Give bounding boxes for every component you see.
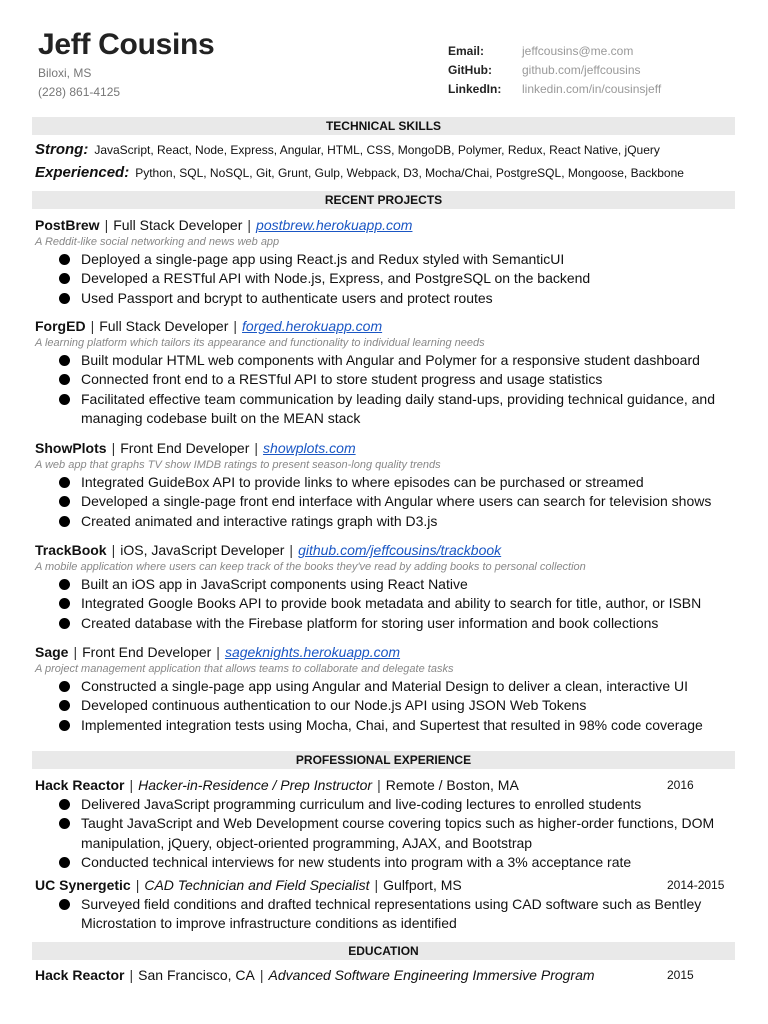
bullet-item: Used Passport and bcrypt to authenticate users and protect routes [57, 289, 740, 308]
bullet-item: Developed a single-page front end interface with Angular where users can search for television shows [57, 492, 740, 511]
project-role: iOS, JavaScript Developer [120, 542, 285, 558]
linkedin-link[interactable]: linkedin.com/in/cousinsjeff [522, 82, 662, 96]
project-bullets [57, 575, 740, 633]
bullet-item: Constructed a single-page app using Angular and Material Design to deliver a clean, interactive UI [57, 677, 740, 696]
project-role: Front End Developer [120, 440, 250, 456]
bullet-item: Taught JavaScript and Web Development course covering topics such as higher-order functions, DOM manipulation, jQuery, object-oriented programming, AJAX, and Bootstrap [57, 814, 740, 853]
project-name: ShowPlots [35, 440, 107, 456]
job-years: 2014-2015 [667, 878, 725, 892]
bullet-item: Delivered JavaScript programming curriculum and live-coding lectures to enrolled students [57, 795, 740, 814]
project-name: ForgED [35, 318, 86, 334]
skills-strong-list: JavaScript, React, Node, Express, Angular, HTML, CSS, MongoDB, Polymer, Redux, React Native, jQuery [94, 143, 660, 157]
project-description: A Reddit-like social networking and news web app [35, 236, 280, 248]
resume-header [38, 28, 738, 100]
job-location: Remote / Boston, MA [385, 777, 519, 793]
education-years: 2015 [667, 968, 694, 982]
education-title: Hack Reactor | San Francisco, CA | Advanced Software Engineering Immersive Program 2015 [35, 967, 694, 983]
project-link[interactable]: github.com/jeffcousins/trackbook [298, 542, 502, 558]
project-showplots [35, 439, 740, 531]
skills-experienced-list: Python, SQL, NoSQL, Git, Grunt, Gulp, Webpack, D3, Mocha/Chai, PostgreSQL, Mongoose, Backbone [135, 166, 684, 180]
project-title: TrackBook | iOS, JavaScript Developer | github.com/jeffcousins/trackbook [35, 542, 502, 558]
contact-label: GitHub: [448, 63, 492, 77]
skills-strong [35, 141, 660, 159]
education-program: Advanced Software Engineering Immersive Program [268, 967, 595, 983]
project-title: PostBrew | Full Stack Developer | postbrew.herokuapp.com [35, 217, 413, 233]
project-description: A mobile application where users can keep track of the books they've read by adding books to personal collection [35, 561, 586, 573]
bullet-item: Created animated and interactive ratings graph with D3.js [57, 512, 740, 531]
project-link[interactable]: sageknights.herokuapp.com [224, 644, 401, 660]
section-technical-skills: TECHNICAL SKILLS [32, 117, 735, 135]
project-link[interactable]: showplots.com [263, 440, 356, 456]
education-entry [35, 966, 740, 985]
skills-experienced-label: Experienced: [35, 164, 130, 181]
job-location: Gulfport, MS [383, 877, 462, 893]
bullet-item: Developed a RESTful API with Node.js, Express, and PostgreSQL on the backend [57, 269, 740, 288]
skills-experienced [35, 164, 684, 182]
candidate-phone: (228) 861-4125 [38, 85, 121, 99]
project-role: Front End Developer [82, 644, 212, 660]
skills-strong-label: Strong: [35, 141, 89, 158]
job-hack-reactor [35, 776, 740, 872]
project-title: Sage | Front End Developer | sageknights.herokuapp.com [35, 644, 401, 660]
project-description: A web app that graphs TV show IMDB ratings to present season-long quality trends [35, 459, 441, 471]
bullet-item: Connected front end to a RESTful API to store student progress and usage statistics [57, 370, 740, 389]
project-role: Full Stack Developer [113, 217, 243, 233]
project-postbrew [35, 216, 740, 308]
job-years: 2016 [667, 778, 694, 792]
email-link[interactable]: jeffcousins@me.com [522, 44, 634, 58]
bullet-item: Deployed a single-page app using React.js and Redux styled with SemanticUI [57, 250, 740, 269]
job-company: Hack Reactor [35, 777, 125, 793]
contact-email [448, 42, 661, 61]
project-name: TrackBook [35, 542, 107, 558]
job-role: Hacker-in-Residence / Prep Instructor [138, 777, 373, 793]
github-link[interactable]: github.com/jeffcousins [522, 63, 641, 77]
project-link[interactable]: postbrew.herokuapp.com [256, 217, 413, 233]
candidate-location: Biloxi, MS [38, 66, 92, 80]
bullet-item: Built an iOS app in JavaScript components using React Native [57, 575, 740, 594]
project-title: ForgED | Full Stack Developer | forged.herokuapp.com [35, 318, 383, 334]
bullet-item: Integrated Google Books API to provide book metadata and ability to search for title, author, or ISBN [57, 594, 740, 613]
job-company: UC Synergetic [35, 877, 131, 893]
job-bullets [57, 895, 740, 934]
project-description: A learning platform which tailors its appearance and functionality to individual learning needs [35, 337, 485, 349]
project-name: Sage [35, 644, 69, 660]
job-bullets [57, 795, 740, 872]
bullet-item: Integrated GuideBox API to provide links to where episodes can be purchased or streamed [57, 473, 740, 492]
section-recent-projects: RECENT PROJECTS [32, 191, 735, 209]
bullet-item: Surveyed field conditions and drafted technical representations using CAD software such as Bentley Microstation to improve infrastructure conditions as identified [57, 895, 740, 934]
education-school: Hack Reactor [35, 967, 125, 983]
job-title: UC Synergetic | CAD Technician and Field Specialist | Gulfport, MS 2014-2015 [35, 877, 725, 893]
job-title: Hack Reactor | Hacker-in-Residence / Prep Instructor | Remote / Boston, MA 2016 [35, 777, 694, 793]
project-bullets [57, 250, 740, 308]
project-trackbook [35, 541, 740, 633]
project-bullets [57, 351, 740, 428]
project-name: PostBrew [35, 217, 100, 233]
project-sage [35, 643, 740, 735]
project-link[interactable]: forged.herokuapp.com [242, 318, 383, 334]
job-role: CAD Technician and Field Specialist [144, 877, 370, 893]
bullet-item: Conducted technical interviews for new students into program with a 3% acceptance rate [57, 853, 740, 872]
contact-info [448, 42, 661, 99]
contact-linkedin [448, 80, 661, 99]
section-education: EDUCATION [32, 942, 735, 960]
job-uc-synergetic [35, 876, 740, 934]
project-description: A project management application that allows teams to collaborate and delegate tasks [35, 663, 454, 675]
contact-label: LinkedIn: [448, 82, 502, 96]
project-bullets [57, 473, 740, 531]
bullet-item: Developed continuous authentication to our Node.js API using JSON Web Tokens [57, 696, 740, 715]
education-location: San Francisco, CA [138, 967, 255, 983]
bullet-item: Implemented integration tests using Mocha, Chai, and Supertest that resulted in 98% code coverage [57, 716, 740, 735]
project-forged [35, 317, 740, 428]
contact-github [448, 61, 661, 80]
bullet-item: Facilitated effective team communication by leading daily stand-ups, providing technical guidance, and managing codebase built on the MEAN stack [57, 390, 740, 429]
section-professional-experience: PROFESSIONAL EXPERIENCE [32, 751, 735, 769]
contact-label: Email: [448, 44, 485, 58]
project-role: Full Stack Developer [99, 318, 229, 334]
bullet-item: Created database with the Firebase platform for storing user information and book collections [57, 614, 740, 633]
project-bullets [57, 677, 740, 735]
candidate-name: Jeff Cousins [38, 28, 215, 61]
project-title: ShowPlots | Front End Developer | showplots.com [35, 440, 356, 456]
bullet-item: Built modular HTML web components with Angular and Polymer for a responsive student dashboard [57, 351, 740, 370]
